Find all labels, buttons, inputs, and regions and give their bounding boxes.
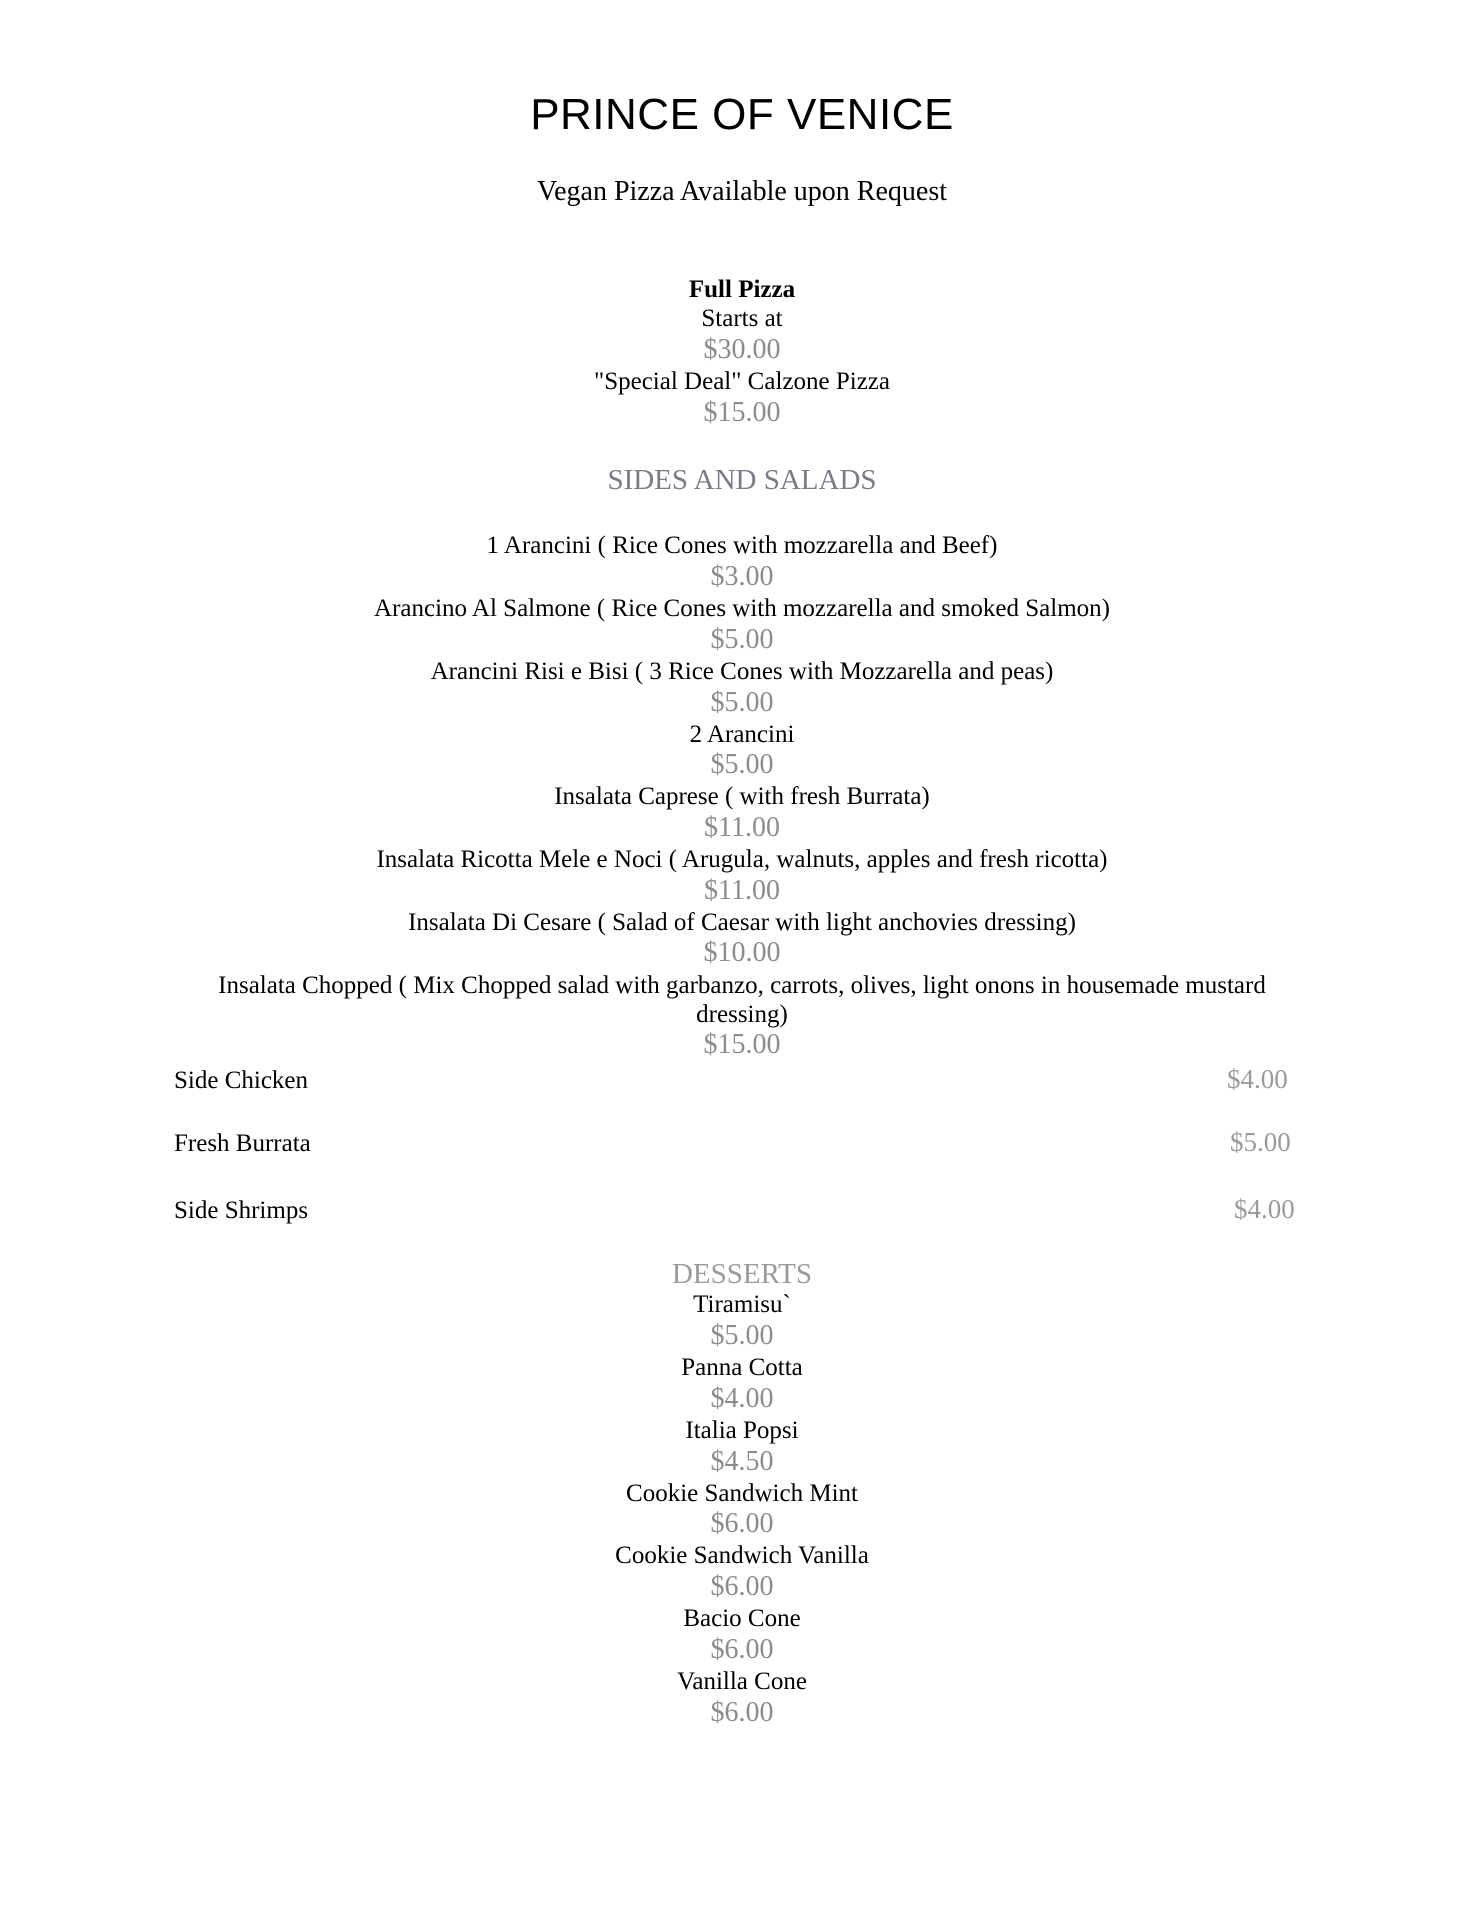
dessert-item-price: $6.00 <box>710 1508 774 1539</box>
dessert-item-name: Italia Popsi <box>685 1417 799 1444</box>
extra-item-price: $5.00 <box>1230 1127 1291 1157</box>
side-item-name: Arancini Risi e Bisi ( 3 Rice Cones with Mozzarella and peas) <box>430 658 1054 685</box>
extra-item-name: Fresh Burrata <box>174 1130 311 1157</box>
dessert-item-name: Tiramisu` <box>693 1291 791 1318</box>
pizza-starts-label: Starts at <box>701 305 783 332</box>
side-item-price: $11.00 <box>704 875 780 906</box>
side-item-name: 1 Arancini ( Rice Cones with mozzarella and Beef) <box>486 532 998 559</box>
dessert-item-price: $6.00 <box>710 1571 774 1602</box>
side-item-price: $11.00 <box>704 812 780 843</box>
side-item-price: $5.00 <box>710 749 774 780</box>
calzone-label: "Special Deal" Calzone Pizza <box>594 368 890 395</box>
dessert-item-price: $6.00 <box>710 1634 774 1665</box>
dessert-item-name: Cookie Sandwich Vanilla <box>615 1542 869 1569</box>
side-item-name: Insalata Chopped ( Mix Chopped salad with garbanzo, carrots, olives, light onons in housemade mustard dressing) <box>218 972 1266 1028</box>
side-item-price: $10.00 <box>703 937 781 968</box>
side-item-price: $3.00 <box>710 561 774 592</box>
side-item-name: 2 Arancini <box>689 721 795 748</box>
extra-item-name: Side Chicken <box>174 1067 309 1094</box>
side-item-price: $5.00 <box>710 687 774 718</box>
dessert-item-name: Panna Cotta <box>681 1354 803 1381</box>
side-item-name: Insalata Ricotta Mele e Noci ( Arugula, walnuts, apples and fresh ricotta) <box>376 846 1108 873</box>
dessert-item-price: $4.00 <box>710 1383 774 1414</box>
desserts-heading: DESSERTS <box>671 1258 813 1290</box>
dessert-item-name: Vanilla Cone <box>677 1668 807 1695</box>
page-subtitle: Vegan Pizza Available upon Request <box>536 176 948 207</box>
dessert-item-name: Bacio Cone <box>683 1605 801 1632</box>
side-item-price: $15.00 <box>703 1029 781 1060</box>
dessert-item-price: $6.00 <box>710 1697 774 1728</box>
pizza-starts-price: $30.00 <box>703 334 781 365</box>
dessert-item-price: $5.00 <box>710 1320 774 1351</box>
dessert-item-price: $4.50 <box>710 1446 774 1477</box>
dessert-item-name: Cookie Sandwich Mint <box>626 1480 858 1507</box>
calzone-price: $15.00 <box>703 397 781 428</box>
sides-heading: SIDES AND SALADS <box>607 464 877 496</box>
extra-item-name: Side Shrimps <box>174 1197 309 1224</box>
extra-item-price: $4.00 <box>1234 1194 1295 1224</box>
side-item-name: Insalata Di Cesare ( Salad of Caesar with light anchovies dressing) <box>408 909 1076 936</box>
side-item-name: Arancino Al Salmone ( Rice Cones with mozzarella and smoked Salmon) <box>374 595 1110 622</box>
page-title: PRINCE OF VENICE <box>530 90 954 139</box>
side-item-price: $5.00 <box>710 624 774 655</box>
side-item-name: Insalata Caprese ( with fresh Burrata) <box>554 783 930 810</box>
extra-item-price: $4.00 <box>1227 1064 1288 1094</box>
pizza-heading: Full Pizza <box>688 276 796 303</box>
